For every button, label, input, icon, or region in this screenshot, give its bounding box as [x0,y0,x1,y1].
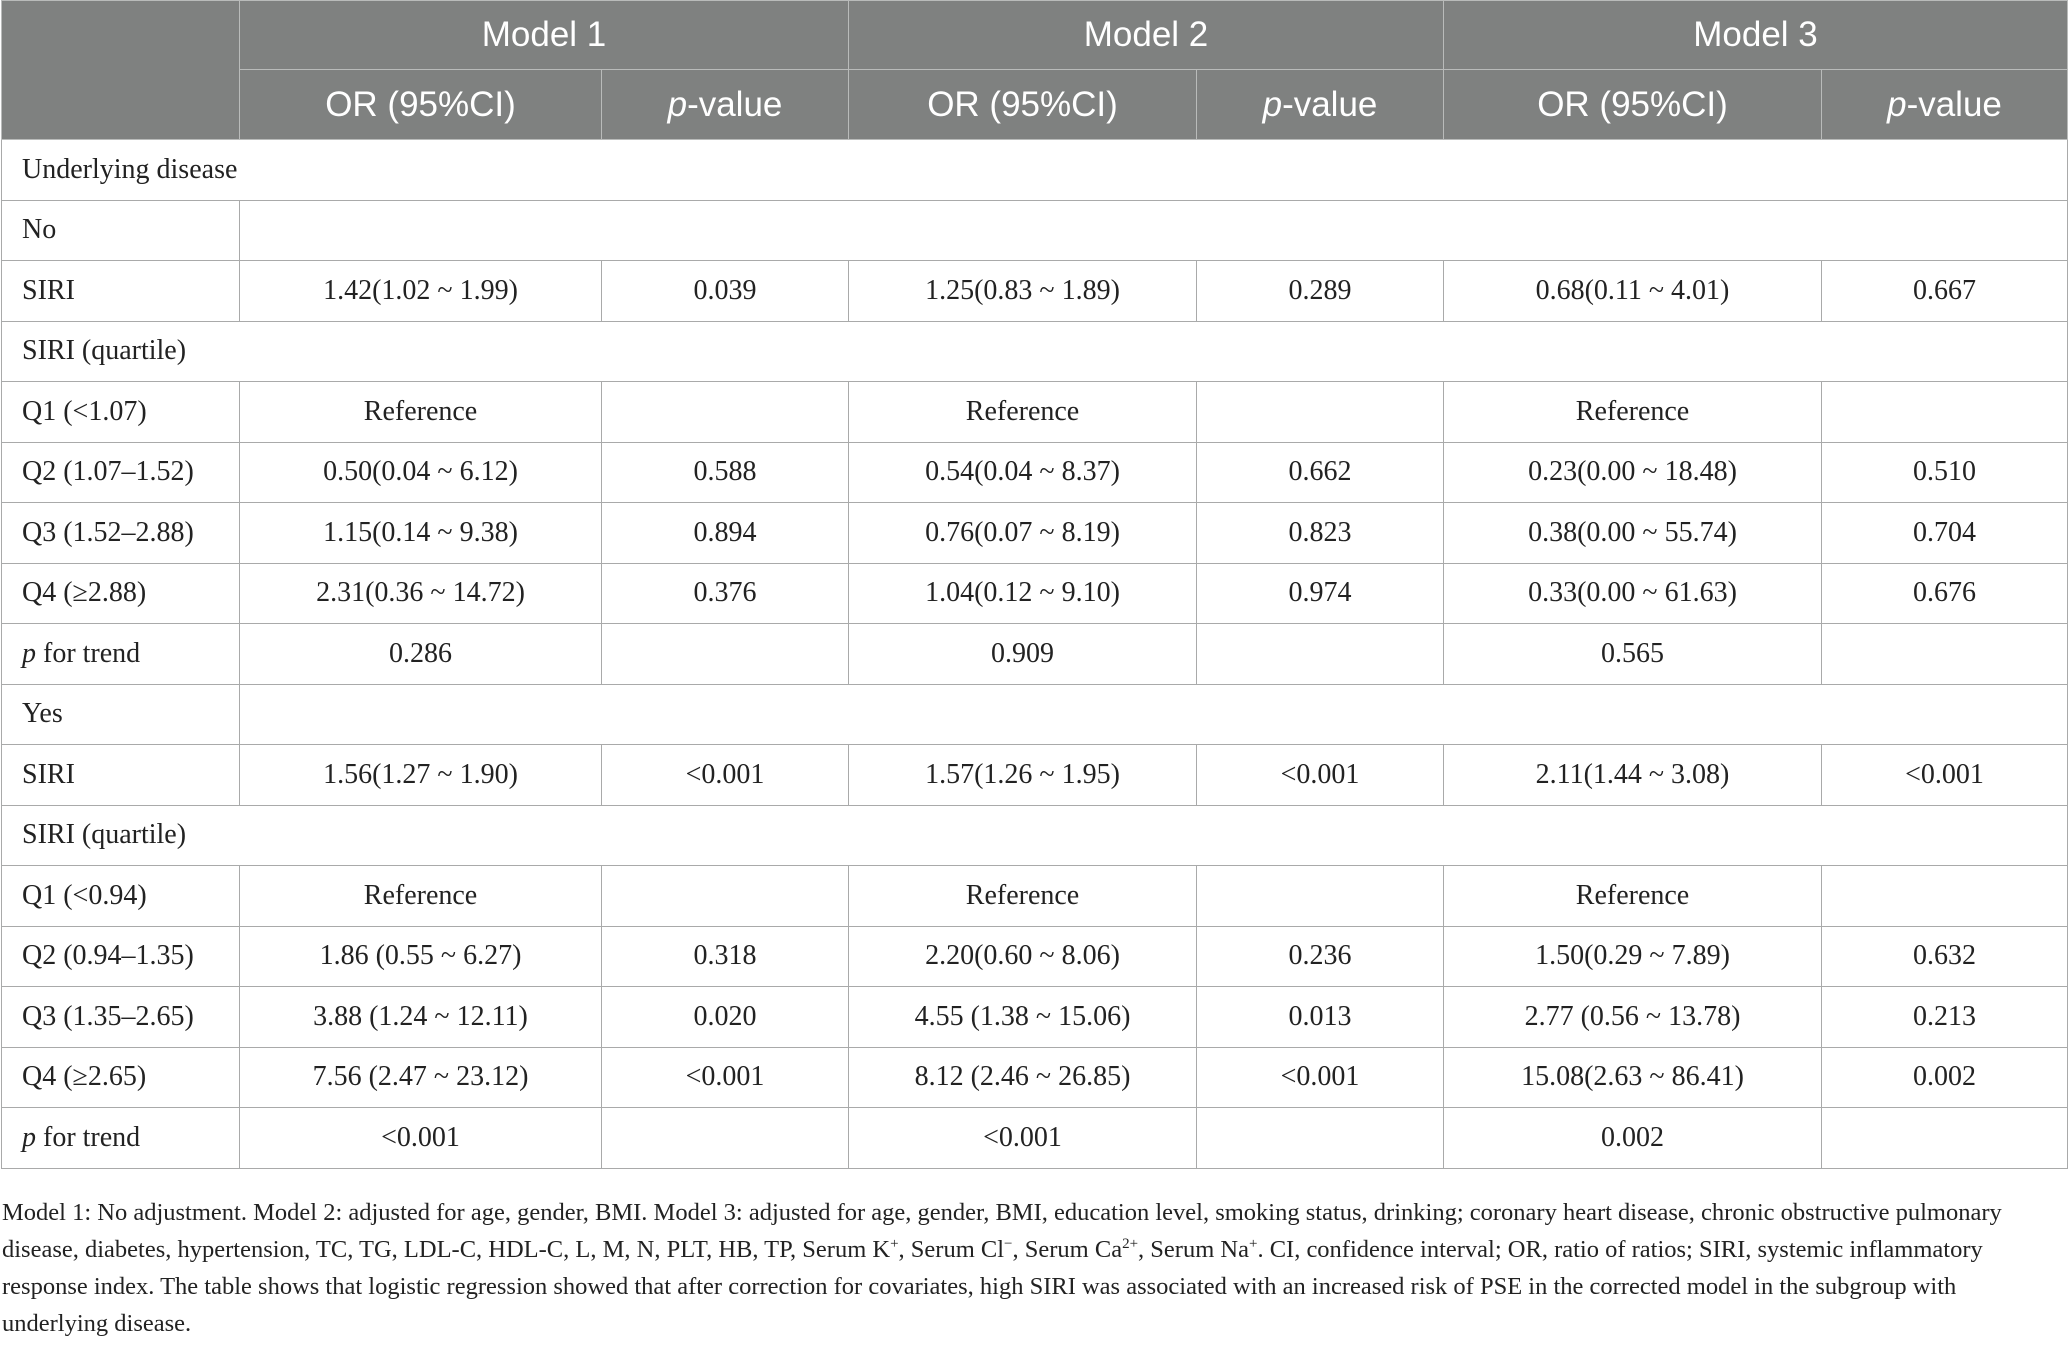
or-ci-cell: Reference [240,382,602,443]
p-value-cell [602,624,849,685]
p-value-cell: 0.667 [1822,261,2068,322]
section-label: SIRI (quartile) [2,805,2068,866]
or-ci-cell: 2.77 (0.56 ~ 13.78) [1444,987,1822,1048]
p-value-cell: <0.001 [1822,745,2068,806]
or-ci-cell: 8.12 (2.46 ~ 26.85) [849,1047,1197,1108]
p-value-cell: 0.823 [1197,503,1444,564]
p-value-cell: 0.013 [1197,987,1444,1048]
p-value-cell: 0.020 [602,987,849,1048]
header-model-2: Model 2 [849,1,1444,70]
table-row [2,382,2068,443]
p-value-cell: 0.510 [1822,442,2068,503]
table-row [2,442,2068,503]
table-row [2,563,2068,624]
or-ci-cell: Reference [849,866,1197,927]
or-ci-cell: 2.20(0.60 ~ 8.06) [849,926,1197,987]
row-label: SIRI [2,745,240,806]
row-label: Q3 (1.35–2.65) [2,987,240,1048]
section-row [2,140,2068,201]
table-row [2,987,2068,1048]
or-ci-cell: Reference [1444,382,1822,443]
or-ci-cell: <0.001 [240,1108,602,1169]
p-value-cell: 0.704 [1822,503,2068,564]
table-row [2,503,2068,564]
header-p-value: p-value [602,70,849,140]
or-ci-cell: 4.55 (1.38 ~ 15.06) [849,987,1197,1048]
or-ci-cell: 0.33(0.00 ~ 61.63) [1444,563,1822,624]
p-value-cell: 0.236 [1197,926,1444,987]
section-label: SIRI (quartile) [2,321,2068,382]
p-value-cell [1822,624,2068,685]
or-ci-cell: 0.909 [849,624,1197,685]
or-ci-cell: 1.15(0.14 ~ 9.38) [240,503,602,564]
group-label: Yes [2,684,240,745]
table-row [2,261,2068,322]
table-row [2,1047,2068,1108]
or-ci-cell: 1.86 (0.55 ~ 6.27) [240,926,602,987]
p-value-cell: 0.376 [602,563,849,624]
or-ci-cell: 0.23(0.00 ~ 18.48) [1444,442,1822,503]
or-ci-cell: 0.565 [1444,624,1822,685]
header-model-1: Model 1 [240,1,849,70]
table-row [2,745,2068,806]
p-value-cell [1822,382,2068,443]
or-ci-cell: 15.08(2.63 ~ 86.41) [1444,1047,1822,1108]
or-ci-cell: 3.88 (1.24 ~ 12.11) [240,987,602,1048]
header-or-ci: OR (95%CI) [1444,70,1822,140]
row-label: Q2 (1.07–1.52) [2,442,240,503]
header-empty-cell [2,1,240,140]
row-label: p for trend [2,1108,240,1169]
group-row [2,200,2068,261]
or-ci-cell: 0.76(0.07 ~ 8.19) [849,503,1197,564]
row-label: Q1 (<0.94) [2,866,240,927]
p-value-cell [1197,1108,1444,1169]
row-label: Q2 (0.94–1.35) [2,926,240,987]
p-value-cell [1822,866,2068,927]
header-or-ci: OR (95%CI) [240,70,602,140]
header-or-ci: OR (95%CI) [849,70,1197,140]
p-value-cell: 0.289 [1197,261,1444,322]
p-value-cell: 0.662 [1197,442,1444,503]
or-ci-cell: Reference [240,866,602,927]
or-ci-cell: Reference [849,382,1197,443]
header-p-value: p-value [1197,70,1444,140]
row-label: Q3 (1.52–2.88) [2,503,240,564]
p-value-cell: 0.039 [602,261,849,322]
section-row [2,805,2068,866]
row-label: Q4 (≥2.88) [2,563,240,624]
table-footnote: Model 1: No adjustment. Model 2: adjusted for age, gender, BMI. Model 3: adjusted for age, gender, BMI, education level, smoking status, drinking; coronary heart disease, chronic obstructive pulmonary disease, diabetes, hypertension, TC, TG, LDL-C, HDL-C, L, M, N, PLT, HB, TP, Serum K+, Serum Cl−, Serum $Ca^{2+}$, Serum Na+. CI, confidence interval; OR, ratio of ratios; SIRI, systemic inflammatory response index. The table shows that logistic regression showed that after correction for covariates, high SIRI was associated with an increased risk of PSE in the corrected model in the subgroup with underlying disease. [2,1199,2002,1337]
p-value-cell: <0.001 [602,1047,849,1108]
p-value-cell: 0.318 [602,926,849,987]
table-row [2,1108,2068,1169]
p-value-cell: <0.001 [1197,1047,1444,1108]
p-value-cell: 0.213 [1822,987,2068,1048]
p-value-cell [602,382,849,443]
group-row [2,684,2068,745]
or-ci-cell: 1.57(1.26 ~ 1.95) [849,745,1197,806]
group-label: No [2,200,240,261]
or-ci-cell: 1.04(0.12 ~ 9.10) [849,563,1197,624]
p-value-cell: 0.588 [602,442,849,503]
p-value-cell [1197,866,1444,927]
or-ci-cell: 0.38(0.00 ~ 55.74) [1444,503,1822,564]
header-p-value: p-value [1822,70,2068,140]
or-ci-cell: 1.25(0.83 ~ 1.89) [849,261,1197,322]
table-header [2,1,2068,140]
p-value-cell: 0.676 [1822,563,2068,624]
row-label: Q4 (≥2.65) [2,1047,240,1108]
or-ci-cell: 1.42(1.02 ~ 1.99) [240,261,602,322]
or-ci-cell: 2.11(1.44 ~ 3.08) [1444,745,1822,806]
p-value-cell [602,866,849,927]
header-model-3: Model 3 [1444,1,2068,70]
or-ci-cell: 0.002 [1444,1108,1822,1169]
row-label: p for trend [2,624,240,685]
results-table [1,0,2068,1169]
p-value-cell [1197,624,1444,685]
table-row [2,926,2068,987]
or-ci-cell: 2.31(0.36 ~ 14.72) [240,563,602,624]
p-value-cell: 0.002 [1822,1047,2068,1108]
p-value-cell [602,1108,849,1169]
or-ci-cell: 0.286 [240,624,602,685]
or-ci-cell: 7.56 (2.47 ~ 23.12) [240,1047,602,1108]
or-ci-cell: 0.54(0.04 ~ 8.37) [849,442,1197,503]
empty-cell [240,200,2068,261]
p-value-cell: <0.001 [602,745,849,806]
or-ci-cell: 0.68(0.11 ~ 4.01) [1444,261,1822,322]
section-label: Underlying disease [2,140,2068,201]
row-label: Q1 (<1.07) [2,382,240,443]
or-ci-cell: 1.56(1.27 ~ 1.90) [240,745,602,806]
empty-cell [240,684,2068,745]
or-ci-cell: 1.50(0.29 ~ 7.89) [1444,926,1822,987]
p-value-cell: <0.001 [1197,745,1444,806]
or-ci-cell: <0.001 [849,1108,1197,1169]
section-row [2,321,2068,382]
or-ci-cell: 0.50(0.04 ~ 6.12) [240,442,602,503]
or-ci-cell: Reference [1444,866,1822,927]
row-label: SIRI [2,261,240,322]
p-value-cell [1822,1108,2068,1169]
table-row [2,866,2068,927]
table-body [2,140,2068,1169]
p-value-cell: 0.894 [602,503,849,564]
p-value-cell [1197,382,1444,443]
p-value-cell: 0.632 [1822,926,2068,987]
p-value-cell: 0.974 [1197,563,1444,624]
table-row [2,624,2068,685]
